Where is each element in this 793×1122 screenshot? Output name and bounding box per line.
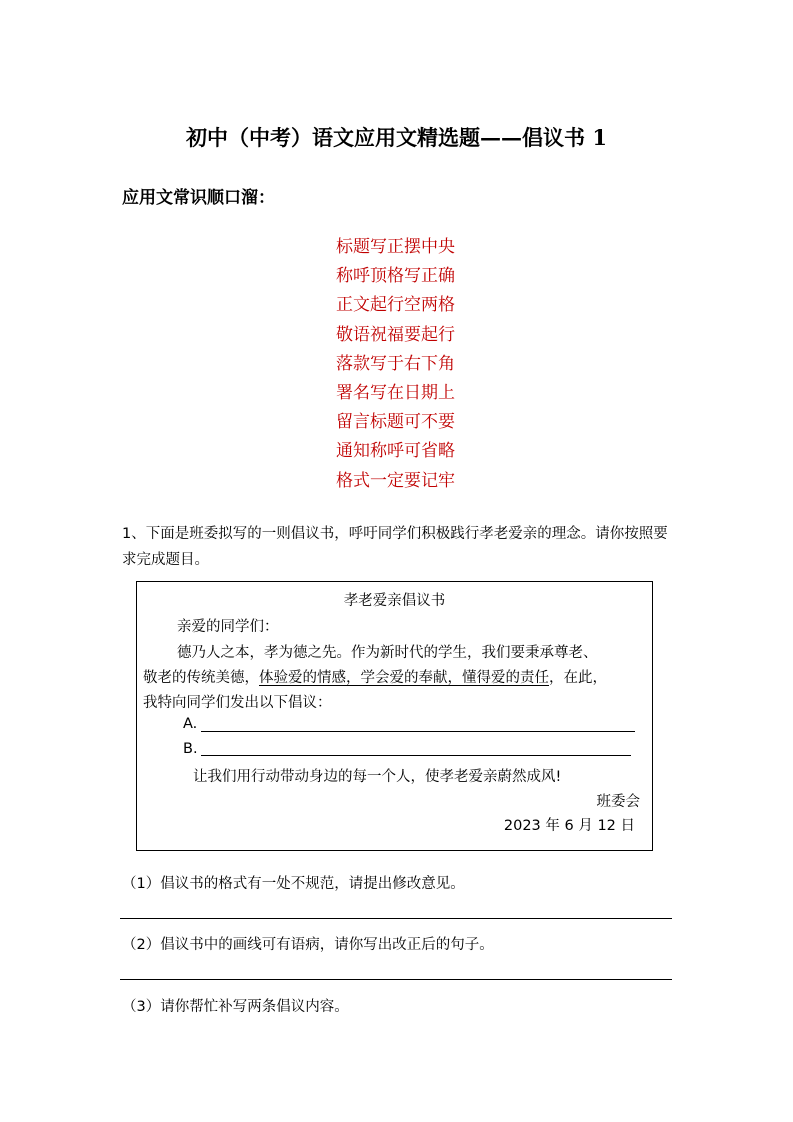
document-title: 初中（中考）语文应用文精选题——倡议书 1 xyxy=(186,125,607,150)
subquestion-3: （3）请你帮忙补写两条倡议内容。 xyxy=(122,999,349,1015)
item-a-blank[interactable] xyxy=(201,731,635,732)
answer-line-1[interactable] xyxy=(120,918,672,919)
underlined-sentence: 体验爱的情感，学会爱的奉献，懂得爱的责任 xyxy=(259,670,549,686)
rhyme-line: 通知称呼可省略 xyxy=(336,441,455,462)
item-b-label: B. xyxy=(183,741,198,757)
rhyme-line: 敬语祝福要起行 xyxy=(336,324,455,345)
rhyme-list xyxy=(336,233,455,496)
letter-salutation: 亲爱的同学们： xyxy=(177,619,279,635)
item-b-blank[interactable] xyxy=(201,755,631,756)
item-a-label: A. xyxy=(183,716,198,732)
rhyme-line: 格式一定要记牢 xyxy=(336,470,455,491)
letter-body-line-1: 德乃人之本，孝为德之先。作为新时代的学生，我们要秉承尊老、 xyxy=(177,645,598,661)
letter-body-line-3: 我特向同学们发出以下倡议： xyxy=(143,695,332,711)
question-intro: 1、下面是班委拟写的一则倡议书，呼吁同学们积极践行孝老爱亲的理念。请你按照要求完成题目。 xyxy=(122,526,668,568)
rhyme-line: 署名写在日期上 xyxy=(336,383,455,404)
rhyme-line: 正文起行空两格 xyxy=(336,295,455,316)
rhyme-line: 称呼顶格写正确 xyxy=(336,266,455,287)
rhyme-heading: 应用文常识顺口溜： xyxy=(122,188,275,208)
letter-closing: 让我们用行动带动身边的每一个人，使孝老爱亲蔚然成风! xyxy=(193,769,562,785)
rhyme-line: 留言标题可不要 xyxy=(336,412,455,433)
letter-body-line-2 xyxy=(143,666,607,687)
answer-line-2[interactable] xyxy=(120,979,672,980)
letter-body-text: 敬老的传统美德， xyxy=(143,670,259,686)
letter-title: 孝老爱亲倡议书 xyxy=(343,593,446,609)
subquestion-1: （1）倡议书的格式有一处不规范，请提出修改意见。 xyxy=(122,876,465,892)
proposal-letter-box xyxy=(136,581,653,851)
letter-date: 2023 年 6 月 12 日 xyxy=(503,818,635,834)
subquestion-2: （2）倡议书中的画线可有语病，请你写出改正后的句子。 xyxy=(122,937,494,953)
rhyme-line: 落款写于右下角 xyxy=(336,353,455,374)
letter-signature: 班委会 xyxy=(596,794,640,810)
letter-body-text: ，在此， xyxy=(549,670,607,686)
rhyme-line: 标题写正摆中央 xyxy=(336,237,455,257)
